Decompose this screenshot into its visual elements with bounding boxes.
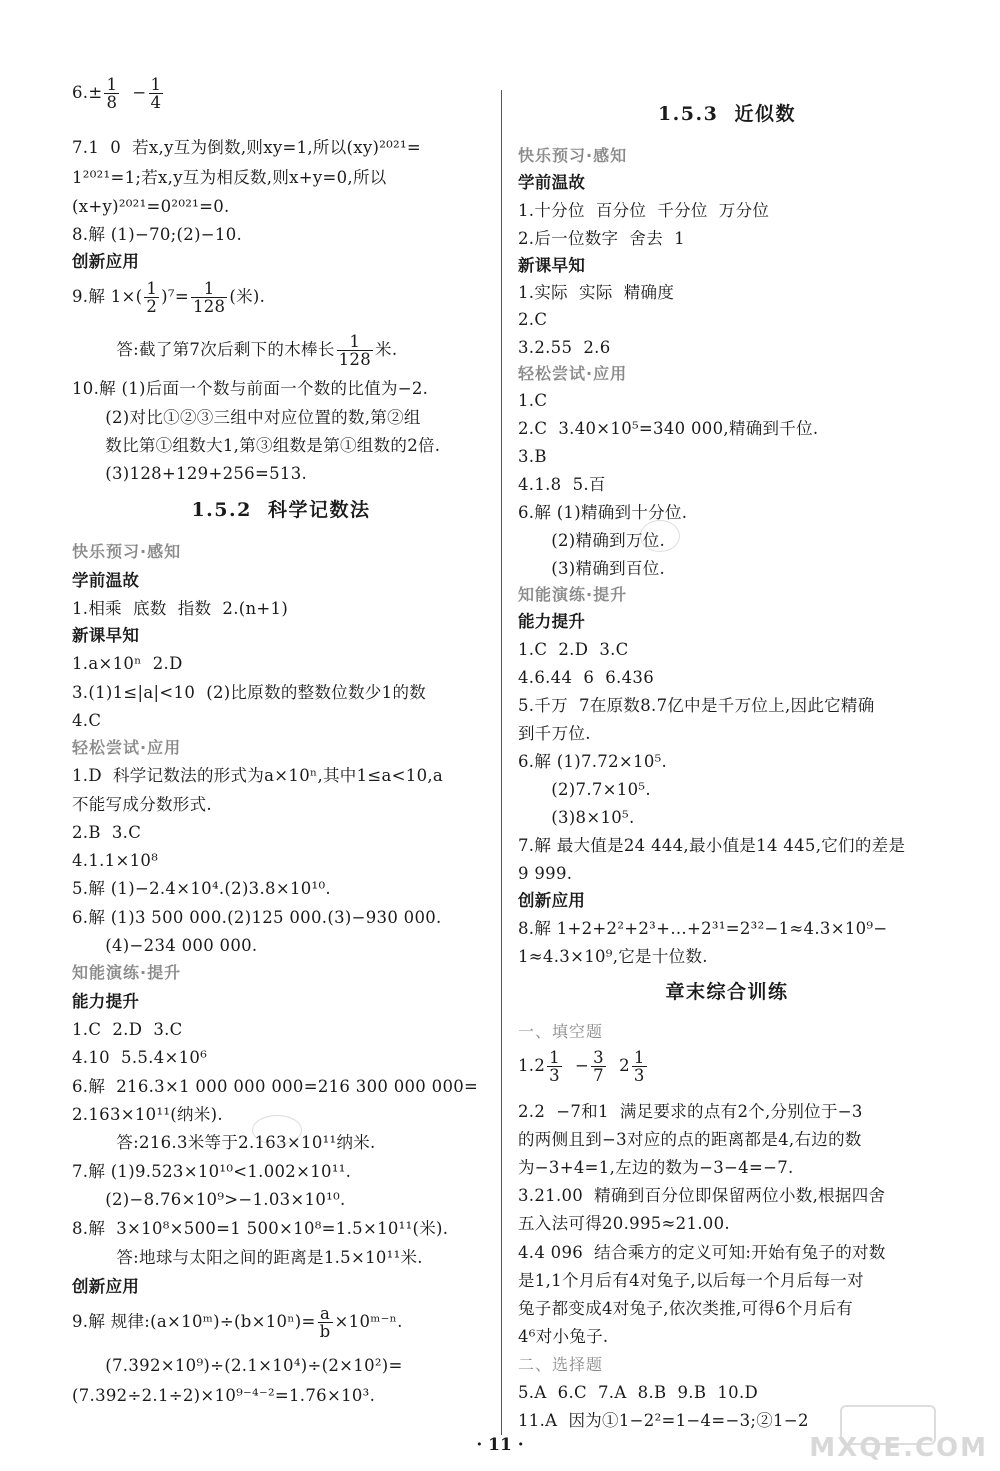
answer-line: 1²⁰²¹=1;若x,y互为相反数,则x+y=0,所以: [72, 168, 387, 187]
section-heading: 1.5.3 近似数: [657, 103, 797, 125]
fraction: [149, 76, 164, 111]
answer-line: (2)对比①②③三组中对应位置的数,第②组: [72, 408, 421, 427]
text-run: ×10ᵐ⁻ⁿ.: [334, 1312, 403, 1331]
text-run: )⁷=: [161, 287, 189, 306]
fraction-numerator: 1: [337, 333, 373, 351]
answer-line: 5.A 6.C 7.A 8.B 9.B 10.D: [518, 1383, 759, 1402]
answer-line: 数比第①组数大1,第③组数是第①组数的2倍.: [72, 436, 441, 455]
answer-line: 2.C: [518, 310, 548, 329]
answer-line: (3)128+129+256=513.: [72, 464, 308, 483]
subsection-label: 知能演练·提升: [518, 585, 628, 604]
fraction-denominator: b: [319, 1322, 331, 1341]
answer-line: 3.(1)1≤|a|<10 (2)比原数的整数位数少1的数: [72, 683, 427, 702]
answer-line: 6.解 (1)7.72×10⁵.: [518, 752, 668, 771]
answer-line: (2)精确到万位.: [518, 531, 666, 550]
fraction: [337, 333, 373, 368]
answer-line: (2)−8.76×10⁹>−1.03×10¹⁰.: [72, 1190, 346, 1209]
text-run: 6.±: [72, 83, 103, 102]
answer-line: 兔子都变成4对兔子,依次类推,可得6个月后有: [518, 1299, 854, 1318]
answer-line: (7.392÷2.1÷2)×10⁹⁻⁴⁻²=1.76×10³.: [72, 1386, 376, 1405]
text-run: (米).: [229, 287, 266, 306]
answer-line: (2)7.7×10⁵.: [518, 780, 651, 799]
answer-line: 的两侧且到−3对应的点的距离都是4,右边的数: [518, 1130, 862, 1149]
category-label: 学前温故: [72, 571, 140, 590]
category-label: 创新应用: [72, 1277, 140, 1296]
fraction-denominator: 3: [549, 1066, 560, 1085]
answer-line: 4⁶对小兔子.: [518, 1327, 609, 1346]
answer-line: 3.B: [518, 447, 547, 466]
text-run: 米.: [375, 340, 398, 359]
fraction-numerator: 1: [549, 1048, 560, 1067]
answer-line: 4.10 5.5.4×10⁶: [72, 1048, 208, 1067]
answer-line: 11.A 因为①1−2²=1−4=−3;②1−2: [518, 1411, 809, 1430]
fraction-denominator: 128: [338, 350, 372, 369]
answer-line: 到千万位.: [518, 724, 591, 743]
fraction: [104, 76, 119, 111]
section-heading: 章末综合训练: [665, 981, 789, 1003]
fraction-numerator: 1: [106, 75, 118, 94]
text-run: 9.解 1×(: [72, 287, 143, 306]
answer-line: [72, 333, 397, 368]
category-label: 创新应用: [72, 252, 140, 271]
answer-line: 1.C 2.D 3.C: [518, 640, 629, 659]
answer-line: 1.实际 实际 精确度: [518, 283, 675, 302]
answer-line: (x+y)²⁰²¹=0²⁰²¹=0.: [72, 197, 230, 216]
answer-line: 1.C 2.D 3.C: [72, 1020, 183, 1039]
category-label: 能力提升: [518, 612, 586, 631]
answer-line: 5.千万 7在原数8.7亿中是千万位上,因此它精确: [518, 696, 875, 715]
answer-line: 4.1.1×10⁸: [72, 851, 159, 870]
category-label: 新课早知: [518, 256, 586, 275]
column-divider: [501, 90, 502, 1435]
text-run: 答:截了第7次后剩下的木棒长: [72, 340, 335, 359]
fraction-denominator: 3: [633, 1066, 645, 1085]
subsection-label: 轻松尝试·应用: [72, 738, 182, 757]
faint-stamp-mark: [640, 520, 680, 552]
answer-line: 4.C: [72, 711, 102, 730]
answer-line: 为−3+4=1,左边的数为−3−4=−7.: [518, 1158, 794, 1177]
answer-line: 6.解 216.3×1 000 000 000=216 300 000 000=: [72, 1077, 479, 1096]
category-label: 能力提升: [72, 992, 140, 1011]
answer-line: 1.a×10ⁿ 2.D: [72, 654, 183, 673]
answer-line: 1.相乘 底数 指数 2.(n+1): [72, 599, 289, 618]
category-label: 新课早知: [72, 626, 140, 645]
text-run: −: [563, 1056, 590, 1075]
watermark-text: MXQE.COM: [809, 1433, 988, 1463]
answer-line: 2.B 3.C: [72, 823, 142, 842]
answer-line: 6.解 (1)3 500 000.(2)125 000.(3)−930 000.: [72, 908, 442, 927]
answer-line: 7.1 0 若x,y互为倒数,则xy=1,所以(xy)²⁰²¹=: [72, 138, 422, 157]
subsection-label: 快乐预习·感知: [72, 542, 182, 561]
answer-line: 4.4 096 结合乘方的定义可知:开始有兔子的对数: [518, 1243, 886, 1262]
answer-line: 2.C 3.40×10⁵=340 000,精确到千位.: [518, 419, 819, 438]
answer-line: 8.解 1+2+2²+2³+…+2³¹=2³²−1≈4.3×10⁹−: [518, 919, 888, 938]
answer-line: 1.D 科学记数法的形式为a×10ⁿ,其中1≤a<10,a: [72, 766, 444, 785]
fraction: [632, 1049, 647, 1084]
answer-line: 3.2.55 2.6: [518, 338, 611, 357]
answer-line: [72, 1305, 403, 1340]
fraction-denominator: 4: [150, 93, 162, 112]
answer-line: 答:地球与太阳之间的距离是1.5×10¹¹米.: [72, 1248, 423, 1267]
answer-line: 1≈4.3×10⁹,它是十位数.: [518, 947, 708, 966]
answer-line: 7.解 最大值是24 444,最小值是14 445,它们的差是: [518, 836, 906, 855]
fraction: [547, 1049, 562, 1084]
fraction: [144, 280, 159, 315]
answer-line: 不能写成分数形式.: [72, 795, 212, 814]
fraction: [591, 1049, 606, 1084]
fraction-denominator: 2: [146, 297, 158, 316]
answer-line: 9 999.: [518, 864, 573, 883]
watermark: [809, 1405, 988, 1463]
page-number: · 11 ·: [476, 1435, 524, 1455]
fraction-numerator: 1: [633, 1048, 645, 1067]
answer-line: 是1,1个月后有4对兔子,以后每一个月后每一对: [518, 1271, 864, 1290]
text-run: 2: [607, 1056, 630, 1075]
answer-line: [72, 76, 165, 111]
answer-line: 7.解 (1)9.523×10¹⁰<1.002×10¹¹.: [72, 1162, 352, 1181]
answer-line: [518, 1049, 649, 1084]
answer-line: 答:216.3米等于2.163×10¹¹纳米.: [72, 1133, 376, 1152]
answer-line: (3)精确到百位.: [518, 559, 666, 578]
text-run: 1.2: [518, 1056, 546, 1075]
fraction-denominator: 8: [106, 93, 118, 112]
text-run: −: [121, 83, 147, 102]
fraction-numerator: 1: [191, 280, 227, 298]
answer-line: (4)−234 000 000.: [72, 936, 258, 955]
answer-line: 2.2 −7和1 满足要求的点有2个,分别位于−3: [518, 1102, 863, 1121]
answer-line: (7.392×10⁹)÷(2.1×10⁴)÷(2×10²)=: [72, 1356, 403, 1375]
answer-line: 4.1.8 5.百: [518, 475, 606, 494]
subsection-label: 轻松尝试·应用: [518, 364, 628, 383]
answer-line: 五入法可得20.995≈21.00.: [518, 1214, 730, 1233]
subsection-label: 快乐预习·感知: [518, 146, 628, 165]
fraction: [318, 1305, 333, 1340]
fraction-denominator: 128: [192, 297, 226, 316]
answer-line: 2.后一位数字 舍去 1: [518, 229, 685, 248]
faint-stamp-mark: [252, 1115, 302, 1145]
answer-line: (3)8×10⁵.: [518, 808, 635, 827]
answer-line: 2.163×10¹¹(纳米).: [72, 1105, 223, 1124]
answer-line: 5.解 (1)−2.4×10⁴.(2)3.8×10¹⁰.: [72, 879, 331, 898]
answer-line: [72, 280, 265, 315]
fraction: [191, 280, 227, 315]
answer-line: 8.解 (1)−70;(2)−10.: [72, 225, 243, 244]
answer-line: 1.C: [518, 391, 548, 410]
fraction-numerator: a: [318, 1305, 333, 1323]
category-label: 学前温故: [518, 173, 586, 192]
answer-line: 4.6.44 6 6.436: [518, 668, 654, 687]
subsection-label: 知能演练·提升: [72, 963, 182, 982]
text-run: 9.解 规律:(a×10ᵐ)÷(b×10ⁿ)=: [72, 1312, 316, 1331]
fraction-numerator: 1: [150, 75, 162, 94]
fraction-numerator: 1: [146, 279, 158, 298]
answer-line: 8.解 3×10⁸×500=1 500×10⁸=1.5×10¹¹(米).: [72, 1219, 449, 1238]
subsection-label: 一、填空题: [518, 1022, 604, 1041]
fraction-numerator: 3: [593, 1048, 604, 1067]
section-heading: 1.5.2 科学记数法: [191, 499, 371, 521]
fraction-denominator: 7: [593, 1066, 604, 1085]
answer-line: 6.解 (1)精确到十分位.: [518, 503, 688, 522]
answer-line: 10.解 (1)后面一个数与前面一个数的比值为−2.: [72, 379, 429, 398]
answer-line: 3.21.00 精确到百分位即保留两位小数,根据四舍: [518, 1186, 886, 1205]
subsection-label: 二、选择题: [518, 1355, 604, 1374]
category-label: 创新应用: [518, 891, 586, 910]
answer-line: 1.十分位 百分位 千分位 万分位: [518, 201, 770, 220]
